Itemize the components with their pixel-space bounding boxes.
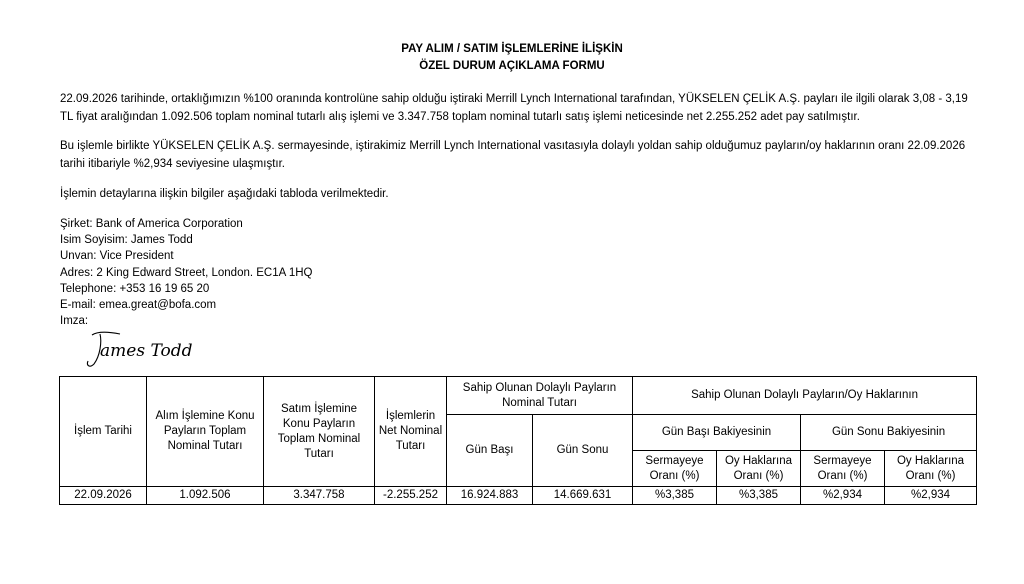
paragraph-transaction: 22.09.2026 tarihinde, ortaklığımızın %100 oranında kontrolüne sahip olduğu iştiraki Merrill Lynch International tarafından, YÜKSELEN ÇELİK A.Ş. payları ile ilgili olarak 3,08 - 3,19 TL fiyat aralığından 1.092.506 toplam nominal tutarlı alış işlemi ve 3.347.758 toplam nominal tutarlı satış işlemi neticesinde net 2.255.252 adet pay satılmıştır. [60, 93, 968, 123]
cell-day-end: 14.669.631 [533, 487, 633, 505]
form-title: PAY ALIM / SATIM İŞLEMLERİNE İLİŞKİN [401, 43, 623, 55]
cell-end-capital: %2,934 [801, 487, 885, 505]
form-subtitle: ÖZEL DURUM AÇIKLAMA FORMU [419, 60, 605, 72]
transaction-table [59, 376, 977, 505]
signature-label: Imza: [60, 315, 89, 328]
header-net-total: İşlemlerin Net Nominal Tutarı [375, 377, 447, 487]
cell-net: -2.255.252 [375, 487, 447, 505]
header-holdings-group: Sahip Olunan Dolaylı Payların Nominal Tutarı [447, 377, 633, 415]
handwritten-signature [86, 328, 226, 372]
header-date: İşlem Tarihi [60, 377, 147, 487]
cell-day-start: 16.924.883 [447, 487, 533, 505]
cell-buy: 1.092.506 [147, 487, 264, 505]
header-day-start: Gün Başı [447, 415, 533, 487]
header-ratio-group: Sahip Olunan Dolaylı Payların/Oy Haklarının [633, 377, 977, 415]
paragraph-holding: Bu işlemle birlikte YÜKSELEN ÇELİK A.Ş. sermayesinde, iştirakimiz Merrill Lynch International vasıtasıyla dolaylı yoldan sahip olduğumuz payların/oy haklarının oranı 22.09.2026 tarihi itibariyle %2,934 seviyesine ulaşmıştır. [60, 140, 966, 170]
cell-end-vote: %2,934 [885, 487, 977, 505]
header-sell-total: Satım İşlemine Konu Payların Toplam Nominal Tutarı [264, 377, 375, 487]
header-end-vote-ratio: Oy Haklarına Oranı (%) [885, 451, 977, 487]
cell-date: 22.09.2026 [60, 487, 147, 505]
title-line: Unvan: Vice President [60, 250, 174, 263]
cell-start-vote: %3,385 [717, 487, 801, 505]
header-start-capital-ratio: Sermayeye Oranı (%) [633, 451, 717, 487]
telephone-line: Telephone: +353 16 19 65 20 [60, 282, 210, 295]
header-end-balance: Gün Sonu Bakiyesinin [801, 415, 977, 451]
header-start-balance: Gün Başı Bakiyesinin [633, 415, 801, 451]
company-line: Şirket: Bank of America Corporation [60, 218, 243, 230]
header-end-capital-ratio: Sermayeye Oranı (%) [801, 451, 885, 487]
cell-sell: 3.347.758 [264, 487, 375, 505]
header-start-vote-ratio: Oy Haklarına Oranı (%) [717, 451, 801, 487]
email-line: E-mail: emea.great@bofa.com [60, 299, 217, 312]
svg-text:ames Todd: ames Todd [100, 341, 193, 361]
header-day-end: Gün Sonu [533, 415, 633, 487]
address-line: Adres: 2 King Edward Street, London. EC1A 1HQ [60, 266, 313, 279]
table-row [60, 487, 977, 505]
name-line: Isim Soyisim: James Todd [60, 234, 193, 247]
header-buy-total: Alım İşlemine Konu Payların Toplam Nominal Tutarı [147, 377, 264, 487]
paragraph-details: İşlemin detaylarına ilişkin bilgiler aşağıdaki tabloda verilmektedir. [60, 188, 389, 200]
cell-start-capital: %3,385 [633, 487, 717, 505]
contact-block [60, 216, 313, 329]
